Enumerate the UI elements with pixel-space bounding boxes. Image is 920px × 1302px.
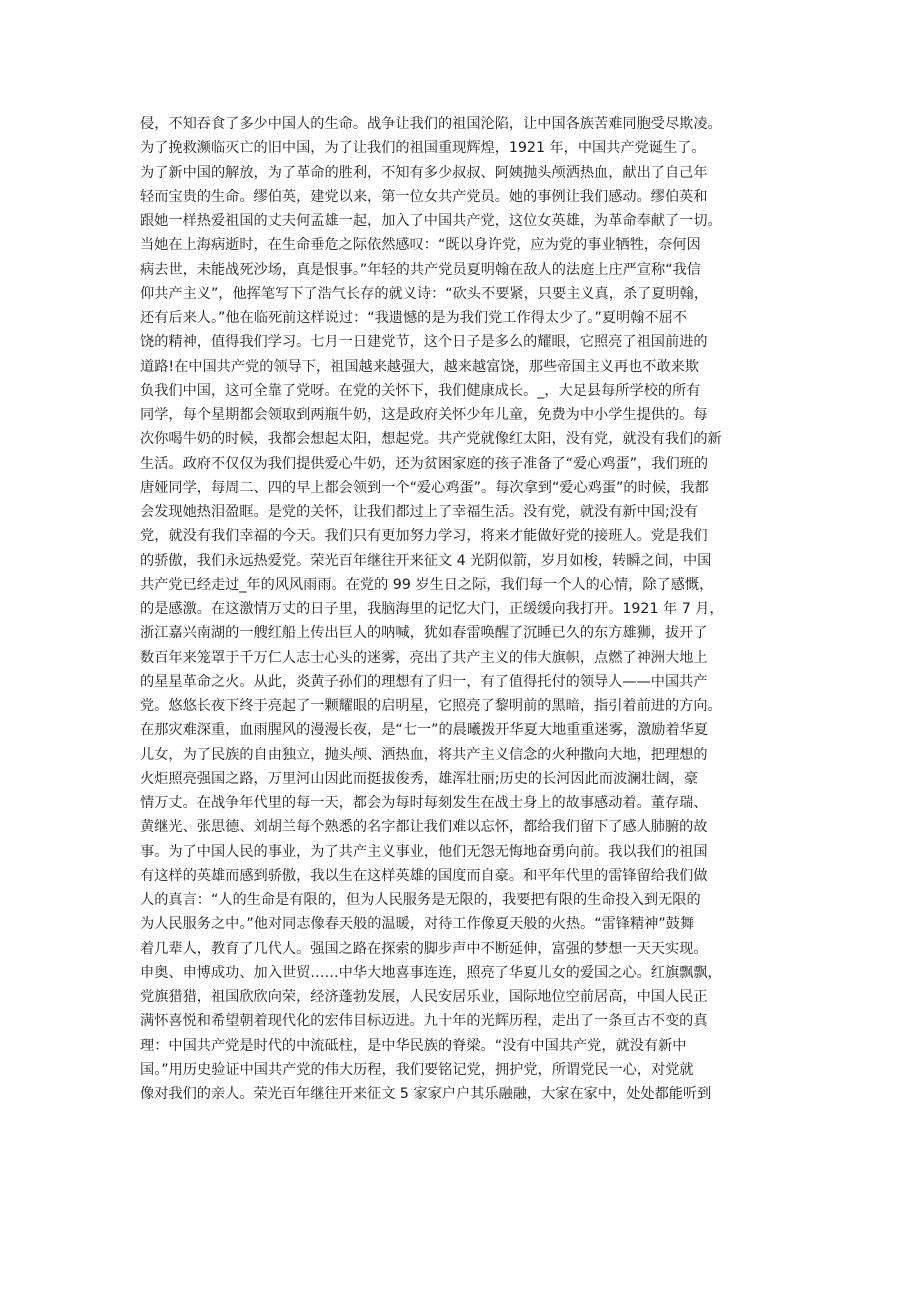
text-line: 人的真言：“人的生命是有限的，但为人民服务是无限的，我要把有限的生命投入到无限的	[140, 892, 701, 908]
text-line: 理：中国共产党是时代的中流砥柱，是中华民族的脊梁。“没有中国共产党，就没有新中	[140, 1037, 687, 1054]
text-line: 当她在上海病逝时，在生命垂危之际依然感叹：“既以身许党，应为党的事业牺牲，奈何因	[140, 237, 701, 254]
text-line: 次你喝牛奶的时候，我都会想起太阳，想起党。共产党就像红太阳，没有党，就没有我们的新	[140, 431, 722, 448]
text-line: 满怀喜悦和希望朝着现代化的宏伟目标迈进。九十年的光辉历程，走出了一条亘古不变的真	[140, 1013, 708, 1030]
text-line: 火炬照亮强国之路，万里河山因此而挺拔俊秀，雄浑壮丽;历史的长河因此而波澜壮阔，豪	[140, 770, 699, 787]
text-line: 数百年来笼罩于千万仁人志士心头的迷雾，亮出了共产主义的伟大旗帜，点燃了神洲大地上	[140, 649, 708, 666]
text-line: 生活。政府不仅仅为我们提供爱心牛奶，还为贫困家庭的孩子准备了“爱心鸡蛋”，我们班的	[140, 455, 709, 472]
body-text	[140, 112, 800, 1106]
text-line: 为人民服务之中。”他对同志像春天般的温暖，对待工作像夏天般的火热。“雷锋精神”鼓舞	[140, 916, 695, 933]
text-line: 为了新中国的解放，为了革命的胜利，不知有多少叔叔、阿姨抛头颅洒热血，献出了自己年	[140, 164, 708, 181]
text-line: 道路!在中国共产党的领导下，祖国越来越强大，越来越富饶，那些帝国主义再也不敢来欺	[140, 358, 700, 375]
text-line: 的骄傲，我们永远热爱党。荣光百年继往开来征文 4 光阴似箭，岁月如梭，转瞬之间，中国	[140, 552, 712, 569]
text-line: 着几辈人，教育了几代人。强国之路在探索的脚步声中不断延伸，富强的梦想一天天实现。	[140, 940, 708, 957]
text-line: 还有后来人。”他在临死前这样说过：“我遗憾的是为我们党工作得太少了。”夏明翰不屈不	[140, 310, 687, 326]
text-line: 跟她一样热爱祖国的丈夫何孟雄一起，加入了中国共产党，这位女英雄，为革命奉献了一切。	[140, 213, 722, 229]
text-line: 情万丈。在战争年代里的每一天，都会为每时每刻发生在战士身上的故事感动着。董存瑞、	[140, 795, 708, 811]
text-line: 饶的精神，值得我们学习。七月一日建党节，这个日子是多么的耀眼，它照亮了祖国前进的	[140, 334, 708, 351]
text-line: 仰共产主义”，他挥笔写下了浩气长存的就义诗：“砍头不要紧，只要主义真，杀了夏明翰，	[140, 285, 709, 302]
text-line: 同学，每个星期都会领取到两瓶牛奶，这是政府关怀少年儿童，免费为中小学生提供的。每	[140, 407, 708, 423]
text-line: 像对我们的亲人。荣光百年继往开来征文 5 家家户户其乐融融，大家在家中，处处都能听到	[140, 1086, 712, 1102]
text-line: 事。为了中国人民的事业，为了共产主义事业，他们无怨无悔地奋勇向前。我以我们的祖国	[140, 843, 708, 860]
text-line: 共产党已经走过_年的风风雨雨。在党的 99 岁生日之际，我们每一个人的心情，除了感慨，	[140, 576, 714, 593]
text-line: 唐娅同学，每周二、四的早上都会领到一个“爱心鸡蛋”。每次拿到“爱心鸡蛋”的时候，我都	[140, 479, 709, 496]
text-line: 党。悠悠长夜下终于亮起了一颗耀眼的启明星，它照亮了黎明前的黑暗，指引着前进的方向。	[140, 698, 722, 714]
text-line: 的是感激。在这激情万丈的日子里，我脑海里的记忆大门，正缓缓向我打开。1921 年 7 月，	[140, 601, 724, 617]
text-line: 申奥、申博成功、加入世贸……中华大地喜事连连，照亮了华夏儿女的爱国之心。红旗飘飘，	[140, 964, 722, 981]
text-line: 病去世，未能战死沙场，真是恨事。”年轻的共产党员夏明翰在敌人的法庭上庄严宣称“我信	[140, 261, 701, 278]
text-line: 为了挽救濒临灭亡的旧中国，为了让我们的祖国重现辉煌，1921 年，中国共产党诞生了。	[140, 140, 706, 157]
text-line: 有这样的英雄而感到骄傲，我以生在这样英雄的国度而自豪。和平年代里的雷锋留给我们做	[140, 867, 708, 884]
text-line: 党，就没有我们幸福的今天。我们只有更加努力学习，将来才能做好党的接班人。党是我们	[140, 528, 708, 545]
text-line: 国。”用历史验证中国共产党的伟大历程，我们要铭记党，拥护党，所谓党民一心，对党就	[140, 1061, 694, 1078]
text-line: 侵，不知吞食了多少中国人的生命。战争让我们的祖国沦陷，让中国各族苦难同胞受尽欺凌。	[140, 116, 722, 132]
text-line: 儿女，为了民族的自由独立，抛头颅、洒热血，将共产主义信念的火种撒向大地，把理想的	[140, 746, 708, 763]
text-line: 在那灾难深重，血雨腥风的漫漫长夜，是“七一”的晨曦拨开华夏大地重重迷雾，激励着华夏	[140, 722, 709, 739]
text-line: 的星星革命之火。从此，炎黄子孙们的理想有了归一，有了值得托付的领导人——中国共产	[140, 673, 708, 690]
text-line: 浙江嘉兴南湖的一艘红船上传出巨人的呐喊，犹如春雷唤醒了沉睡已久的东方雄狮，拔开了	[140, 625, 708, 642]
text-line: 轻而宝贵的生命。缪伯英，建党以来，第一位女共产党员。她的事例让我们感动。缪伯英和	[140, 188, 708, 205]
text-line: 黄继光、张思德、刘胡兰每个熟悉的名字都让我们难以忘怀，都给我们留下了感人肺腑的故	[140, 819, 708, 836]
text-line: 负我们中国，这可全靠了党呀。在党的关怀下，我们健康成长。_，大足县每所学校的所有	[140, 382, 701, 399]
text-line: 党旗猎猎，祖国欣欣向荣，经济蓬勃发展，人民安居乐业，国际地位空前居高，中国人民正	[140, 989, 708, 1005]
text-line: 会发现她热泪盈眶。是党的关怀，让我们都过上了幸福生活。没有党，就没有新中国;没有	[140, 504, 699, 520]
